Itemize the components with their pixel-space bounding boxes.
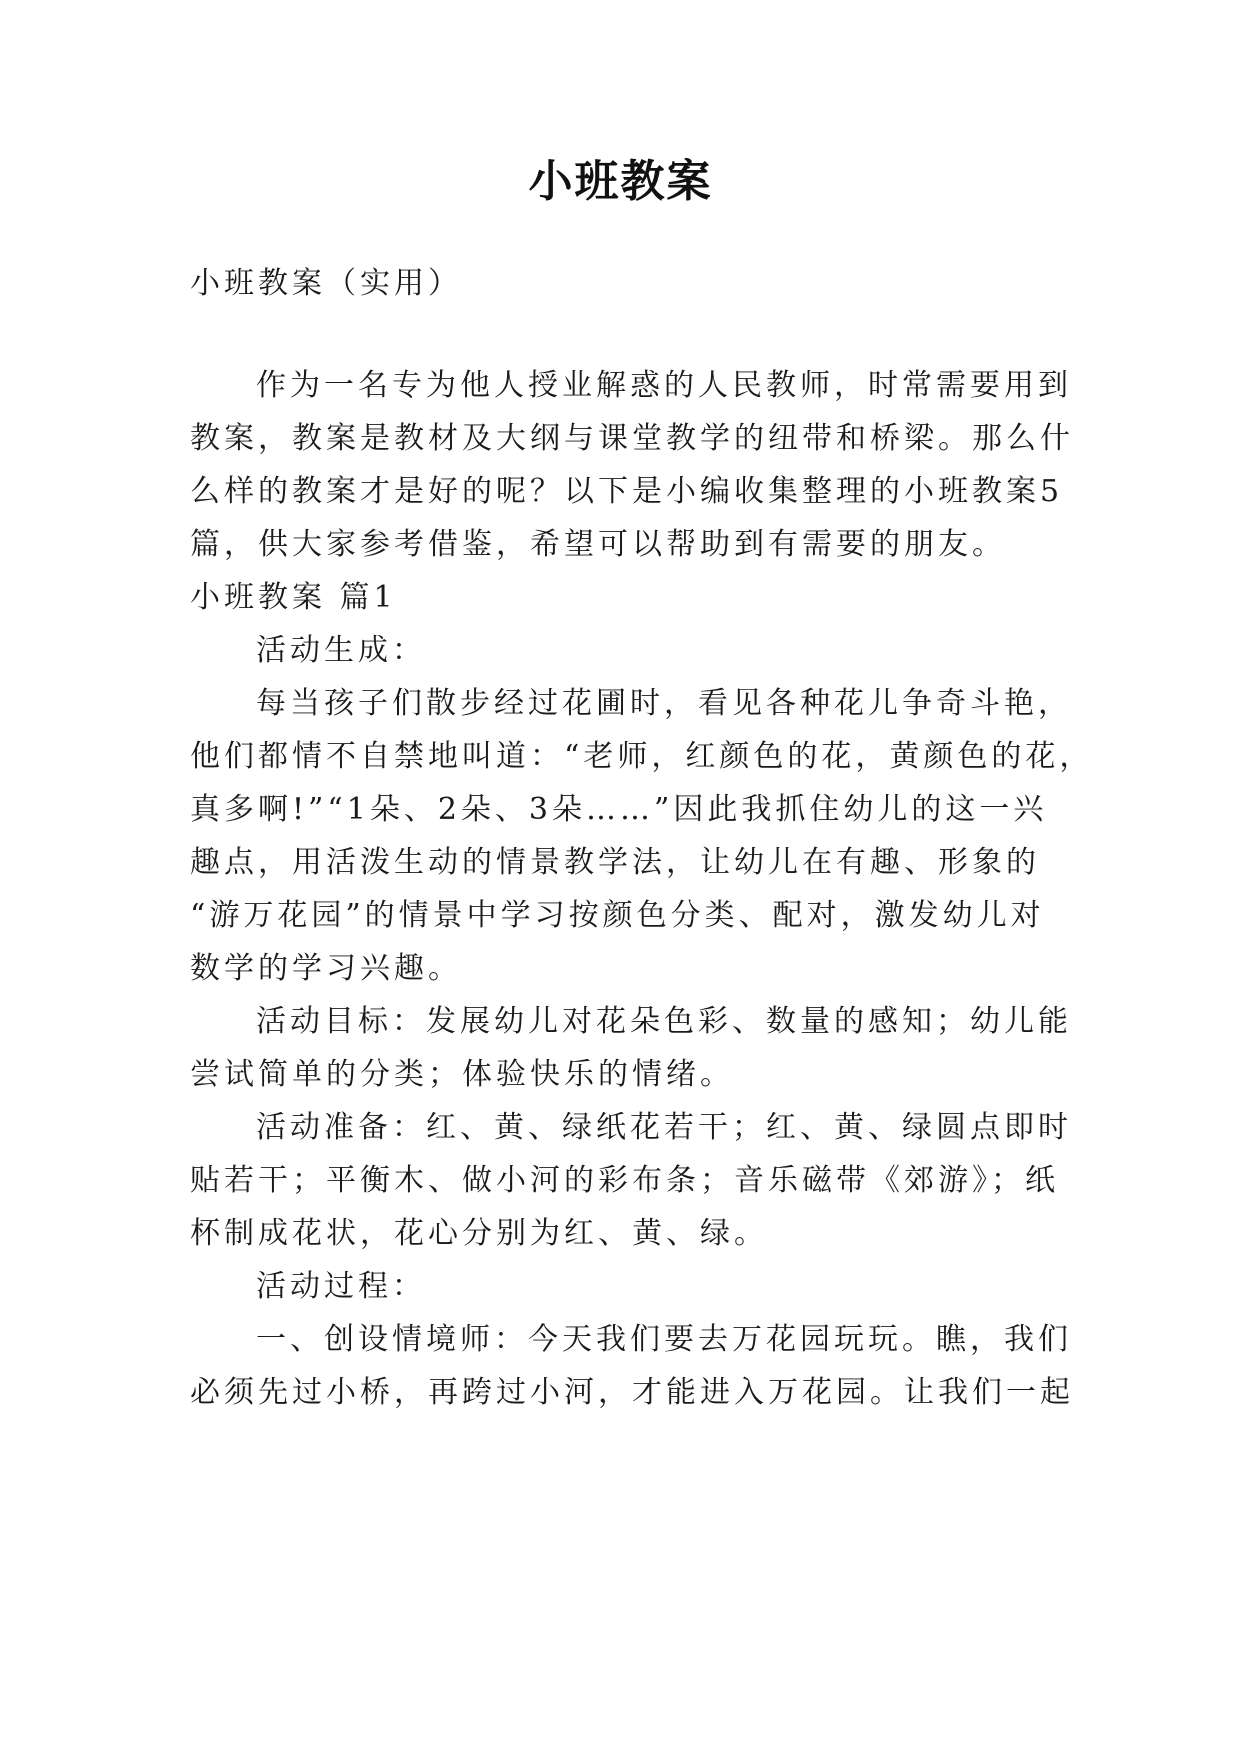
goal-line-2: 尝试简单的分类；体验快乐的情绪。 [190,1057,734,1092]
activity-origin-label: 活动生成： [256,633,426,668]
goal-line-1: 活动目标：发展幼儿对花朵色彩、数量的感知；幼儿能 [256,1004,1072,1039]
origin-line-5: “游万花园”的情景中学习按颜色分类、配对，激发幼儿对 [190,898,1045,933]
origin-line-3: 真多啊!”“1朵、2朵、3朵……”因此我抓住幼儿的这一兴 [190,792,1048,827]
process-label: 活动过程： [256,1269,426,1304]
intro-line-4: 篇，供大家参考借鉴，希望可以帮助到有需要的朋友。 [190,527,1006,562]
intro-line-2: 教案，教案是教材及大纲与课堂教学的纽带和桥梁。那么什 [190,421,1074,456]
origin-line-6: 数学的学习兴趣。 [190,951,462,986]
intro-line-3: 么样的教案才是好的呢？以下是小编收集整理的小班教案5 [190,474,1064,509]
origin-line-1: 每当孩子们散步经过花圃时，看见各种花儿争奇斗艳， [256,686,1072,721]
prep-line-3: 杯制成花状，花心分别为红、黄、绿。 [190,1216,768,1251]
intro-line-1: 作为一名专为他人授业解惑的人民教师，时常需要用到 [256,368,1072,403]
prep-line-1: 活动准备：红、黄、绿纸花若干；红、黄、绿圆点即时 [256,1110,1072,1145]
prep-line-2: 贴若干；平衡木、做小河的彩布条；音乐磁带《郊游》；纸 [190,1163,1059,1198]
origin-line-4: 趣点，用活泼生动的情景教学法，让幼儿在有趣、形象的 [190,845,1040,880]
document-title: 小班教案 [528,156,713,207]
origin-line-2: 他们都情不自禁地叫道：“老师，红颜色的花，黄颜色的花， [190,739,1094,774]
document-subtitle: 小班教案（实用） [190,266,462,301]
section-heading: 小班教案 篇1 [190,580,397,615]
process-line-2: 必须先过小桥，再跨过小河，才能进入万花园。让我们一起 [190,1375,1074,1410]
process-line-1: 一、创设情境师：今天我们要去万花园玩玩。瞧，我们 [256,1322,1072,1357]
